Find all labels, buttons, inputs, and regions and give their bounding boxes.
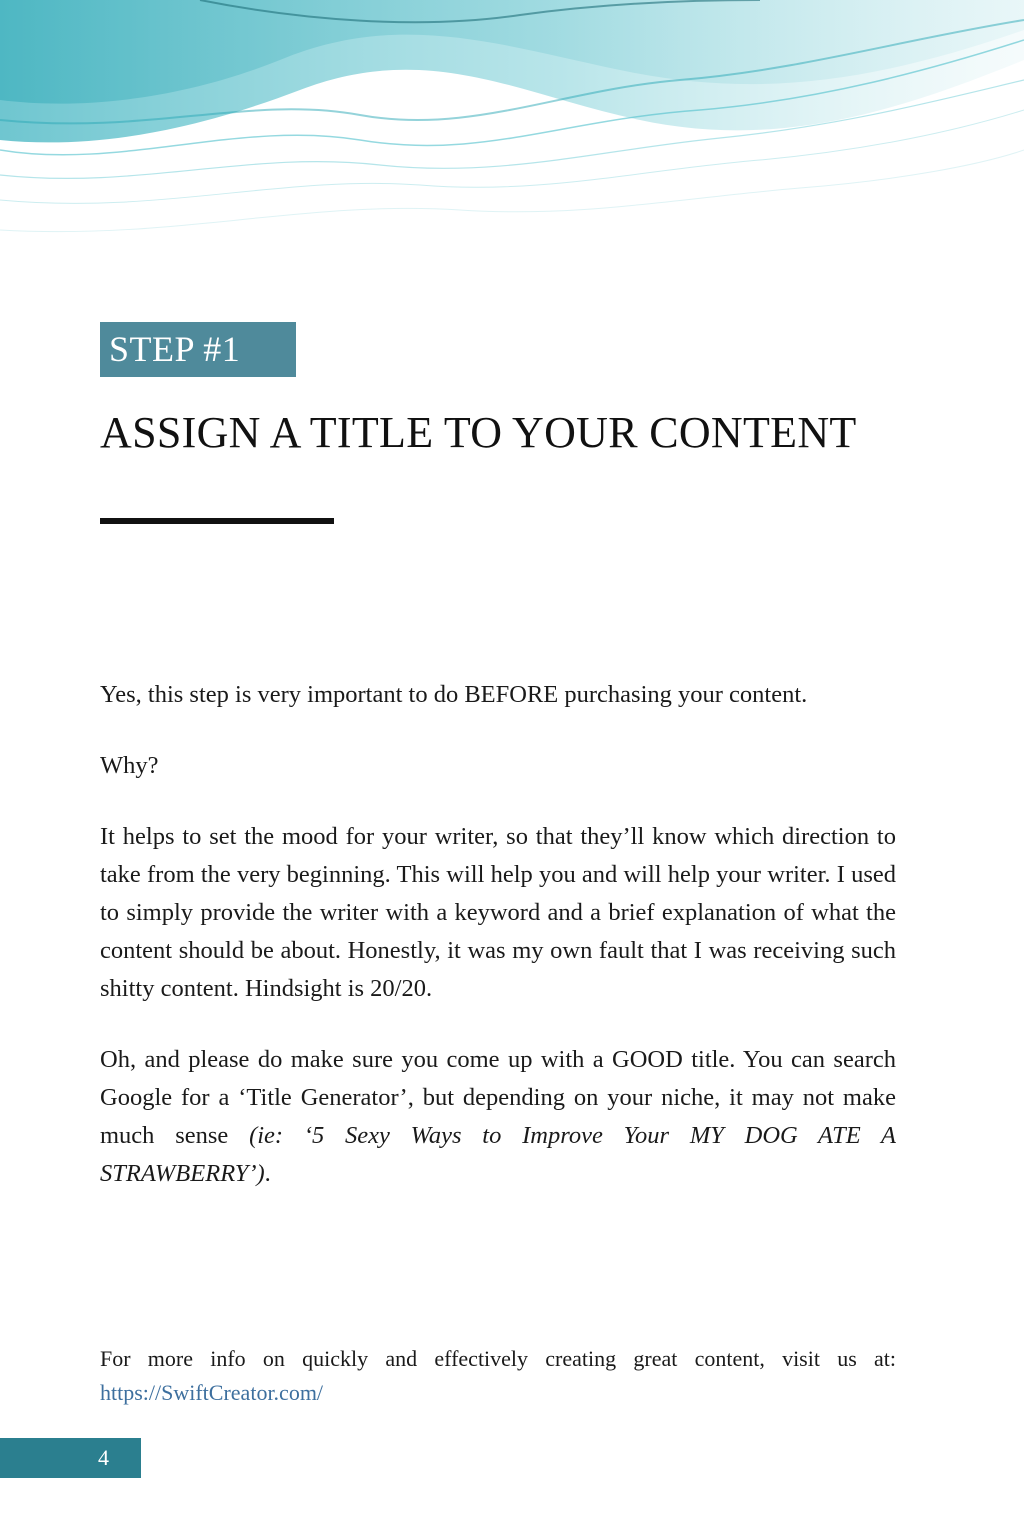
footer-note — [100, 1342, 896, 1410]
paragraph-1: Yes, this step is very important to do BEFORE purchasing your content. — [100, 681, 808, 708]
body-text — [100, 676, 896, 1226]
paragraph-3: It helps to set the mood for your writer, so that they’ll know which direction to take from the very beginning. This will help you and will help your writer. I used to simply provide the writer with a keyword and a brief explanation of what the content should be about. Honestly, it was my own fault that I was receiving such shitty content. Hindsight is 20/20. — [100, 823, 896, 1002]
page-number: 4 — [0, 1438, 141, 1478]
footer-link[interactable]: https://SwiftCreator.com/ — [100, 1380, 324, 1405]
decorative-wave-header — [0, 0, 1024, 300]
page-title: ASSIGN A TITLE TO YOUR CONTENT — [100, 408, 857, 457]
step-badge: STEP #1 — [100, 322, 296, 377]
paragraph-4 — [100, 1041, 896, 1193]
paragraph-4-example: (ie: ‘5 Sexy Ways to Improve Your MY DOG ATE A STRAWBERRY’) — [100, 1122, 896, 1187]
footer-text: For more info on quickly and effectively creating great content, visit us at: — [100, 1346, 896, 1371]
paragraph-4-text: Oh, and please do make sure you come up with a GOOD title. You can search Google for a ‘Title Generator’, but depending on your niche, it may not make much sense — [100, 1046, 896, 1149]
paragraph-4-end: . — [264, 1160, 271, 1187]
title-underline — [100, 518, 334, 524]
paragraph-2: Why? — [100, 752, 159, 779]
